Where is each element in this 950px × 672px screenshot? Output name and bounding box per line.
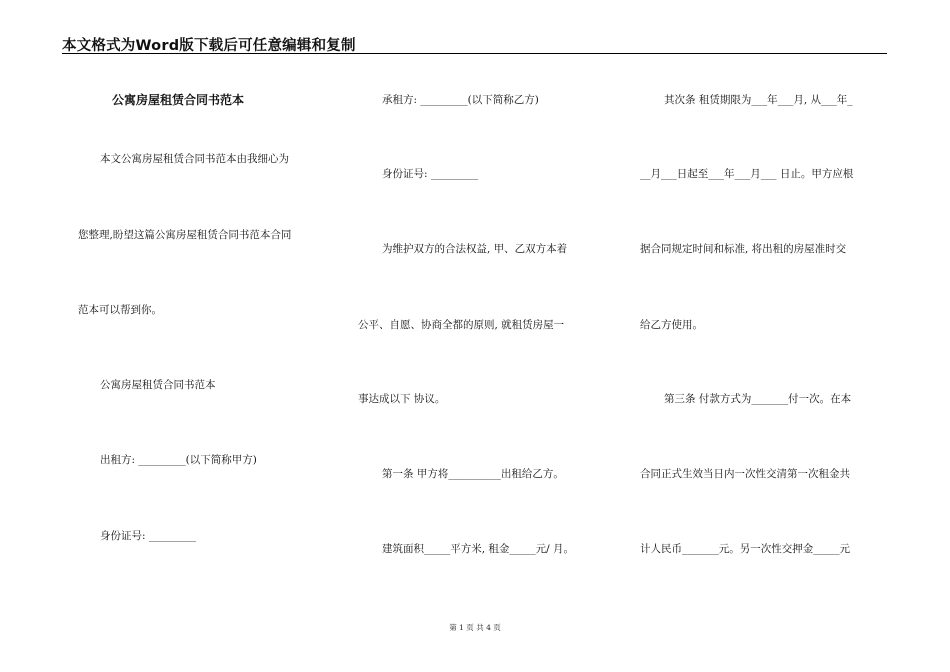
column-left xyxy=(62,0,327,672)
clause-2-line: 其次条 租赁期限为___年___月, 从___年_ xyxy=(664,94,853,106)
column-right xyxy=(638,0,888,672)
lessee-line: 承租方: _________(以下简称乙方) xyxy=(382,94,539,106)
clause-1-line: 第一条 甲方将__________出租给乙方。 xyxy=(382,468,564,480)
paragraph-line: 公平、自愿、协商全都的原则, 就租赁房屋一 xyxy=(358,319,565,331)
paragraph-line: 本文公寓房屋租赁合同书范本由我细心为 xyxy=(100,153,289,165)
page-indicator: 第 1 页 共 4 页 xyxy=(449,623,501,632)
paragraph-line: 范本可以帮到你。 xyxy=(78,304,162,316)
document-title: 公寓房屋租赁合同书范本 xyxy=(112,93,245,107)
lessor-line: 出租方: _________(以下简称甲方) xyxy=(100,454,257,466)
clause-2-line: 给乙方使用。 xyxy=(640,319,703,331)
paragraph-line: 您整理,盼望这篇公寓房屋租赁合同书范本合同 xyxy=(78,229,292,241)
paragraph-line: 为维护双方的合法权益, 甲、乙双方本着 xyxy=(382,243,568,255)
clause-3-line: 合同正式生效当日内一次性交清第一次租金共 xyxy=(640,468,850,480)
paragraph-line: 事达成以下 协议。 xyxy=(358,393,446,405)
clause-2-line: 据合同规定时间和标准, 将出租的房屋准时交 xyxy=(640,243,847,255)
lessor-id-line: 身份证号: _________ xyxy=(100,530,197,542)
clause-3-line: 计人民币_______元。另一次性交押金_____元 xyxy=(640,543,850,555)
clause-2-line: __月___日起至___年___月___ 日止。甲方应根 xyxy=(640,168,854,180)
header-banner: 本文格式为Word版下载后可任意编辑和复制 xyxy=(62,38,356,54)
lessee-id-line: 身份证号: _________ xyxy=(382,168,479,180)
section-heading: 公寓房屋租赁合同书范本 xyxy=(100,379,216,391)
clause-3-line: 第三条 付款方式为_______付一次。在本 xyxy=(664,393,852,405)
column-middle xyxy=(356,0,611,672)
clause-1-line: 建筑面积_____平方米, 租金_____元/ 月。 xyxy=(382,543,575,555)
